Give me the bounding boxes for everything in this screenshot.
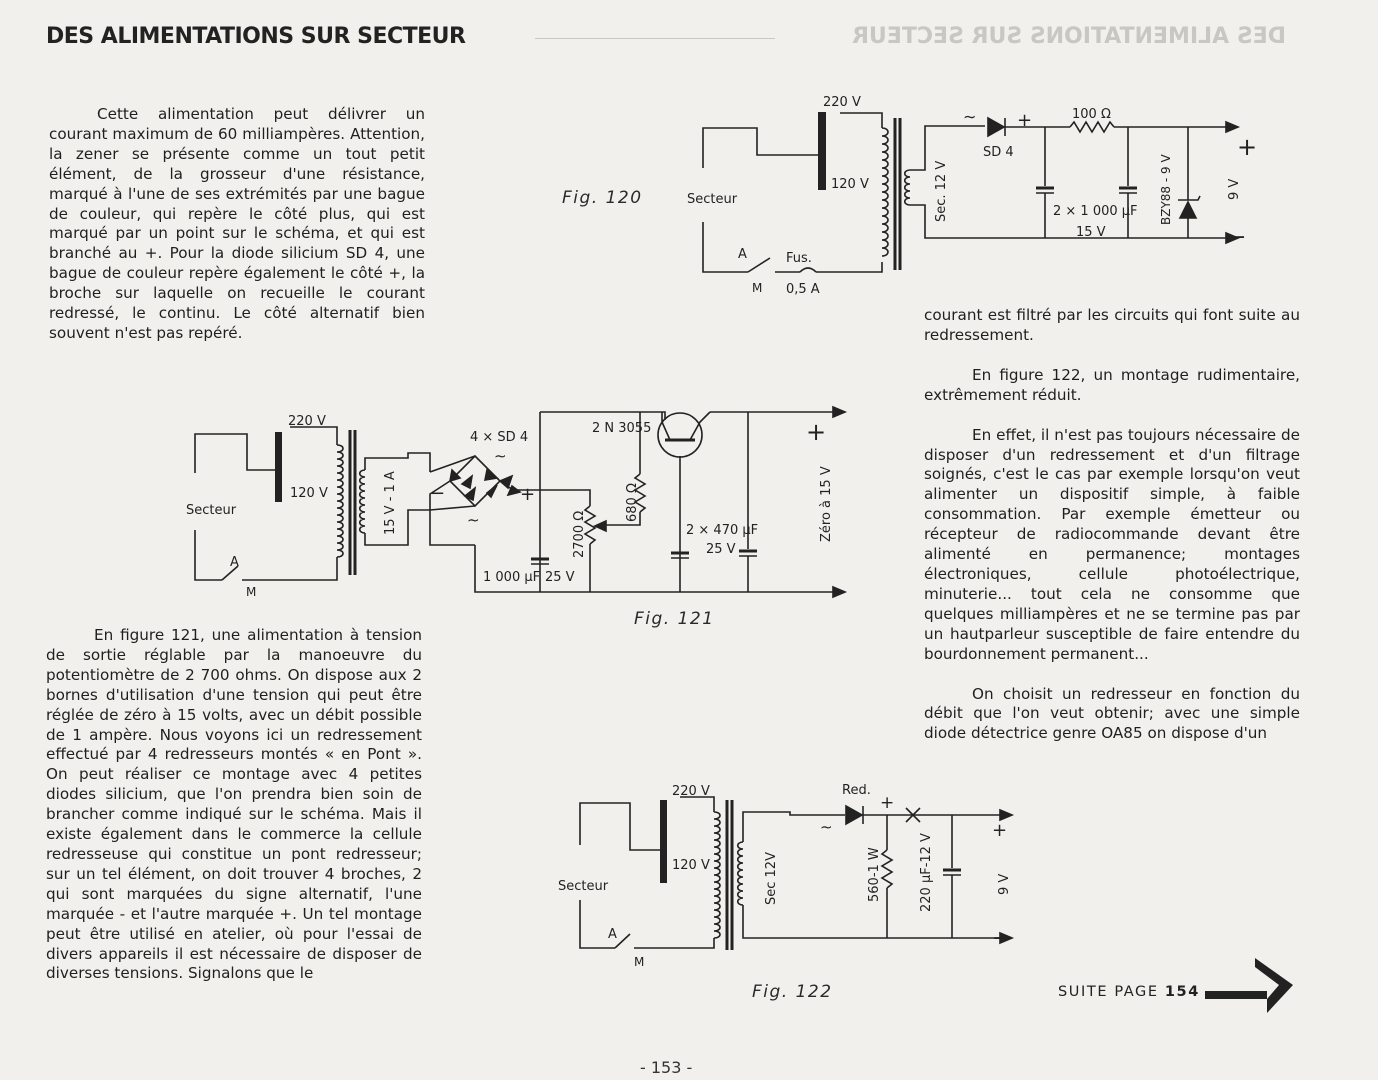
label-switch-m: M <box>246 585 257 599</box>
page-number: - 153 - <box>640 1058 693 1077</box>
label-switch-m: M <box>752 281 763 295</box>
label-out-plus: + <box>992 820 1008 841</box>
label-220v: 220 V <box>672 784 710 799</box>
resistor-560 <box>882 850 892 888</box>
label-switch-a: A <box>230 555 239 570</box>
label-transistor: 2 N 3055 <box>592 421 652 436</box>
label-ac-bottom: ∼ <box>467 511 480 529</box>
label-switch-m: M <box>634 955 645 969</box>
label-sec12: Sec 12V <box>764 852 779 905</box>
label-switch-a: A <box>738 247 747 262</box>
label-ac: ∼ <box>963 107 977 126</box>
label-out-minus: − <box>992 926 1011 951</box>
label-plus-1: + <box>880 793 895 813</box>
paragraph: Cette alimentation peut délivrer un courant maximum de 60 milliampères. Attention, la zener se présente comme un tout petit élément, de la grosseur d'une résistance, marqué à l'une de ses extrémités par une bague de couleur, qui repère le côté plus, qui est marqué par un point sur le schéma, et qui est branché au +. Pour la diode silicium SD 4, une bague de couleur repère également le côté +, la broche sur laquelle on recueille le courant redressé, le continu. Le côté alternatif bien souvent n'est pas repéré. <box>49 105 425 342</box>
label-capv: 15 V <box>1076 225 1106 240</box>
paragraph: En figure 121, une alimentation à tension de sortie réglable par la manoeuvre du potentiomètre de 2 700 ohms. On dispose aux 2 bornes d'utilisation d'une tension qui peut être réglée de zéro à 15 volts, avec un débit possible de 1 ampère. Nous voyons ici un redressement effectué par 4 redresseurs montés « en Pont ». On peut réaliser ce montage avec 4 petites diodes silicium, que l'on prendra bien soin de brancher comme indiqué sur le schéma. Mais il existe également dans le commerce la cellule redresseuse qui constitue un pont redresseur; sur un tel élément, on doit trouver 4 broches, 2 qui sont marquées du signe alternatif, l'une marquée - et l'autre marquée +. Un tel montage peut être utilisé en atelier, où pour l'essai de divers appareils il est nécessaire de disposer de diverses tensions. Signalons que le <box>46 626 422 983</box>
label-220v: 220 V <box>823 95 861 110</box>
label-zener: BZY88 - 9 V <box>1159 154 1173 225</box>
label-plus: + <box>1017 110 1033 131</box>
label-220v: 220 V <box>288 414 326 429</box>
label-bridge: 4 × SD 4 <box>470 430 529 445</box>
label-fuse-rating: 0,5 A <box>786 282 820 297</box>
label-sd4: SD 4 <box>983 145 1014 160</box>
paragraph: courant est filtré par les circuits qui font suite au redressement. <box>924 306 1300 344</box>
label-120v: 120 V <box>831 177 869 192</box>
label-ac-top: ∼ <box>494 447 507 465</box>
label-out-minus: − <box>1228 225 1247 250</box>
label-secteur: Secteur <box>687 192 738 207</box>
label-switch-a: A <box>608 927 617 942</box>
label-120v: 120 V <box>672 858 710 873</box>
label-out-plus: + <box>806 418 827 446</box>
label-secteur: Secteur <box>186 503 237 518</box>
diode-red <box>846 806 862 824</box>
label-9v: 9 V <box>997 873 1012 895</box>
label-r100: 100 Ω <box>1072 107 1111 122</box>
label-secondary: 15 V - 1 A <box>383 471 398 535</box>
paragraph: En figure 122, un montage rudimentaire, extrêmement réduit. <box>924 365 1300 404</box>
label-pot: 2700 Ω <box>572 510 587 558</box>
label-cap: 2 × 1 000 μF <box>1053 204 1138 219</box>
label-9v: 9 V <box>1227 178 1242 200</box>
label-sec12: Sec. 12 V <box>934 160 949 222</box>
figure-caption-120: Fig. 120 <box>562 188 643 208</box>
mirrored-header-showthrough: DES ALIMENTATIONS SUR SECTEUR <box>852 24 1286 49</box>
suite-label: SUITE PAGE <box>1058 984 1159 1000</box>
figure-caption-121: Fig. 121 <box>634 609 715 629</box>
label-secteur: Secteur <box>558 879 609 894</box>
figure-caption-122: Fig. 122 <box>752 982 833 1002</box>
label-c1: 1 000 μF <box>483 570 541 585</box>
label-ac: ∼ <box>820 818 833 836</box>
label-cap: 220 μF-12 V <box>919 833 934 912</box>
label-out-range: Zéro à 15 V <box>819 466 834 542</box>
label-bridge-minus: − <box>430 483 446 504</box>
paragraph: On choisit un redresseur en fonction du débit que l'on veut obtenir; avec une simple diode détectrice genre OA85 on dispose d'un <box>924 684 1300 743</box>
label-r680: 680 Ω <box>625 483 640 522</box>
suite-page-number: 154 <box>1164 984 1200 1000</box>
label-out-plus: + <box>1237 133 1258 161</box>
label-bridge-plus: + <box>520 484 536 505</box>
label-red: Red. <box>842 783 871 798</box>
label-c2: 2 × 470 μF <box>686 523 759 538</box>
label-c2v: 25 V <box>706 542 736 557</box>
label-res: 560-1 W <box>867 847 882 902</box>
paragraph: En effet, il n'est pas toujours nécessaire de disposer d'un redressement et d'un filtrage soignés, c'est le cas par exemple lorsqu'on veut alimenter un dispositif simple, à faible consommation. Par exemple émetteur ou récepteur de radiocommande devant être alimenté en permanence; montages électroniques, cellule photoélectrique, minuterie... tout cela ne consomme que quelques milliampères et ne se termine pas par un hautparleur susceptible de faire entendre du bourdonnement permanent... <box>924 425 1300 663</box>
label-c1v: 25 V <box>545 570 575 585</box>
label-120v: 120 V <box>290 486 328 501</box>
label-fuse: Fus. <box>786 251 812 266</box>
arrow-right-icon <box>1205 955 1300 1013</box>
suite-page-link[interactable] <box>1058 984 1200 1000</box>
page-header-title: DES ALIMENTATIONS SUR SECTEUR <box>46 24 466 49</box>
